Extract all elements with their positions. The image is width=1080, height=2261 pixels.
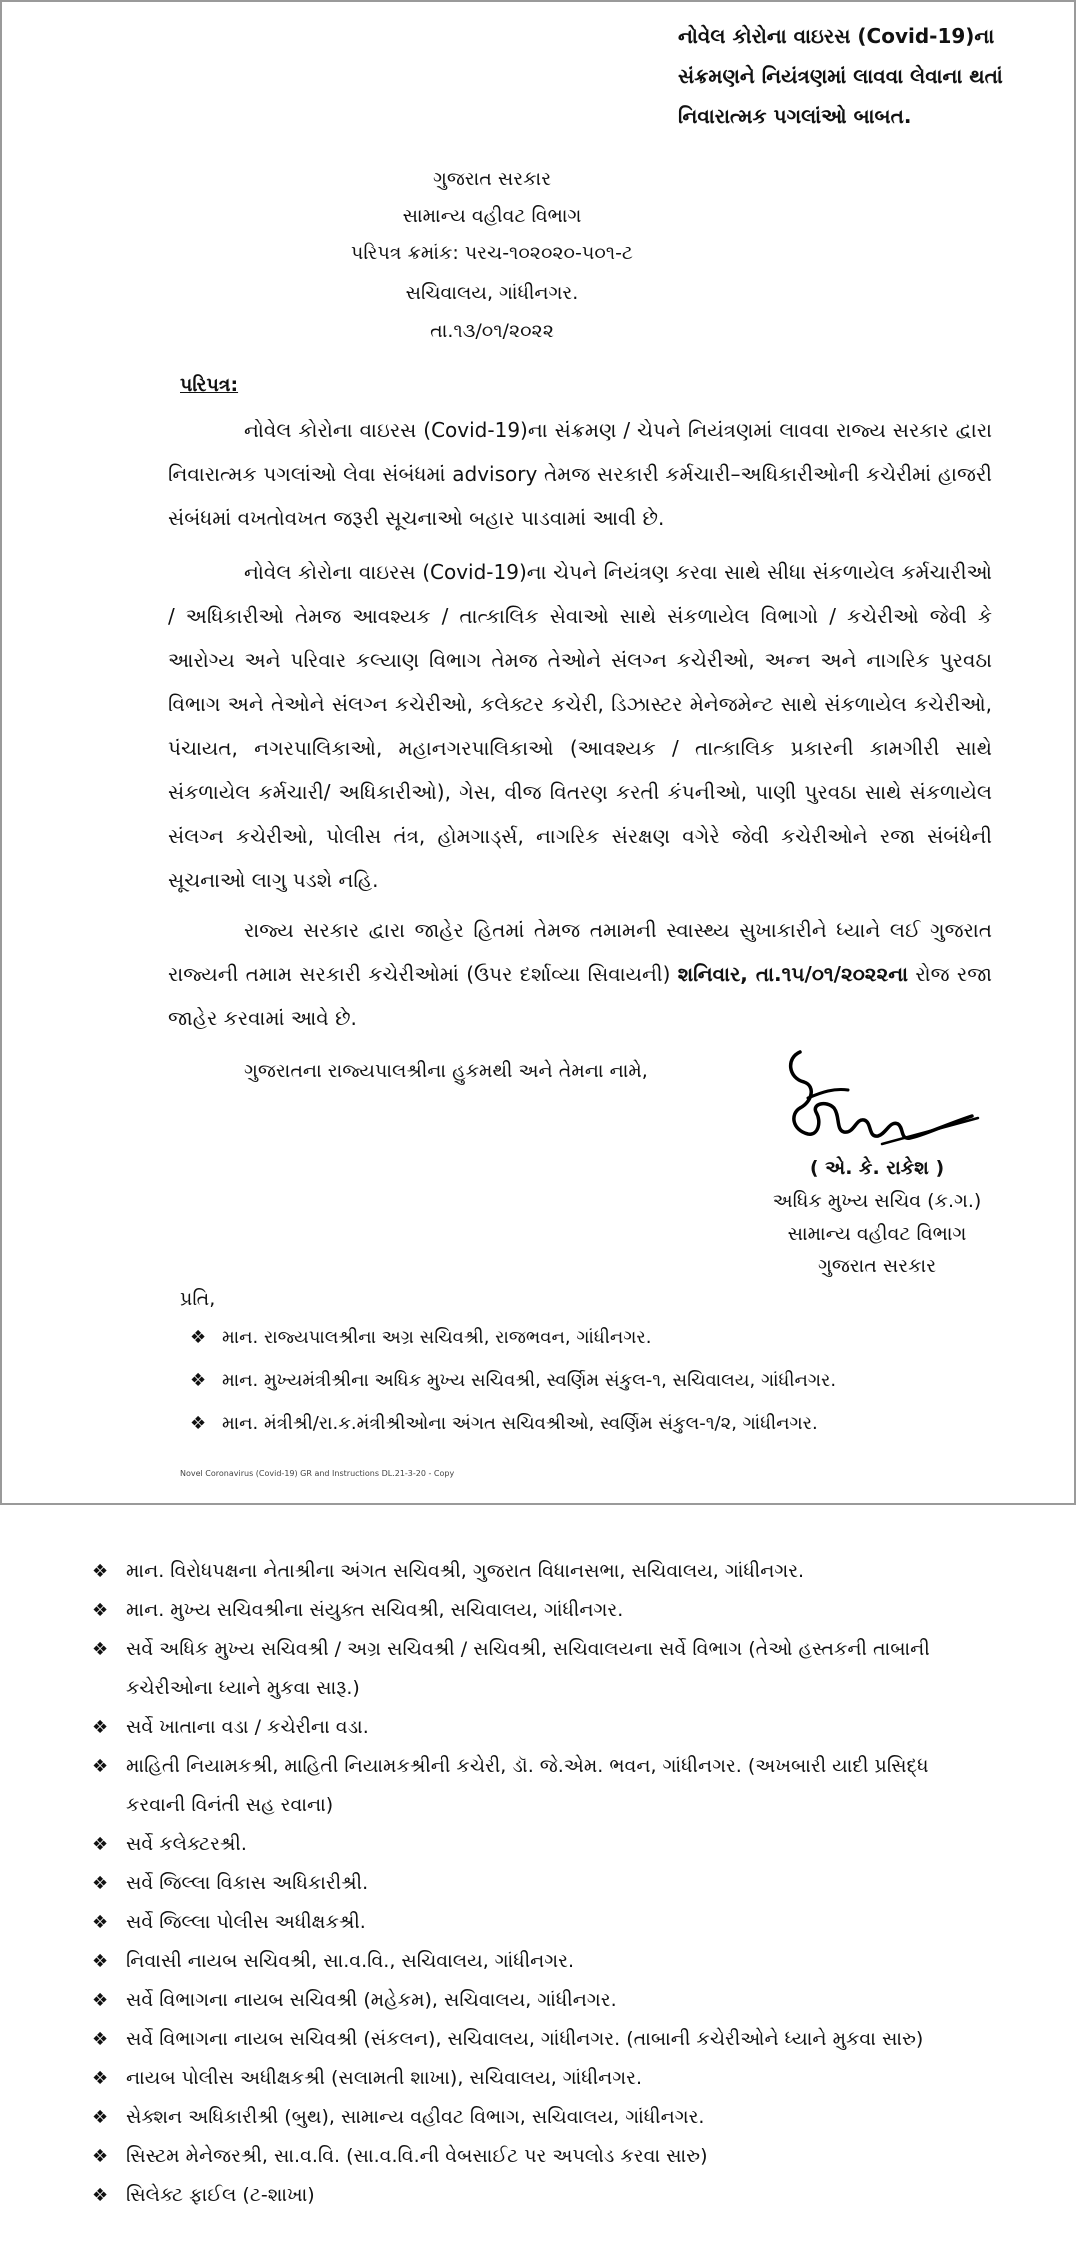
list-item xyxy=(92,1903,992,1942)
list-item xyxy=(92,1981,992,2020)
bullet-icon: ❖ xyxy=(92,1834,109,1855)
list-item xyxy=(92,1942,992,1981)
signatory-department: સામાન્ય વહીવટ વિભાગ xyxy=(787,1223,967,1245)
bullet-icon: ❖ xyxy=(92,2068,109,2089)
bullet-icon: ❖ xyxy=(190,1370,207,1391)
bullet-icon: ❖ xyxy=(92,1717,109,1738)
bullet-icon: ❖ xyxy=(92,1912,109,1933)
list-item xyxy=(92,1864,992,1903)
circular-label: પરિપત્ર: xyxy=(180,374,239,396)
recipients-list-page-2 xyxy=(92,1552,992,2215)
list-item xyxy=(92,2176,992,2215)
list-item-text: સર્વે વિભાગના નાયબ સચિવશ્રી (સંકલન), સચિવાલય, ગાંધીનગર. (તાબાની કચેરીઓને ધ્યાને મુકવા સારુ) xyxy=(126,2028,924,2050)
list-item xyxy=(92,1747,992,1825)
list-item xyxy=(190,1359,836,1402)
list-item xyxy=(92,2098,992,2137)
subject-line: નિવારાત્મક પગલાંઓ બાબત. xyxy=(678,104,912,128)
list-item xyxy=(190,1316,836,1359)
list-item-text: સર્વે કલેક્ટરશ્રી. xyxy=(126,1833,247,1855)
recipients-list-page-1 xyxy=(190,1316,836,1445)
footer-note: Novel Coronavirus (Covid-19) GR and Instructions DL.21-3-20 - Copy xyxy=(180,1469,455,1478)
holiday-date: શનિવાર, તા.૧૫/૦૧/૨૦૨૨ના xyxy=(677,962,909,986)
signature-image xyxy=(782,1048,982,1156)
list-item xyxy=(92,1552,992,1591)
subject-heading xyxy=(678,16,1038,136)
list-item xyxy=(92,2020,992,2059)
list-item-text: સિલેક્ટ ફાઈલ (ટ-શાખા) xyxy=(126,2184,315,2206)
list-item-text: માન. રાજ્યપાલશ્રીના અગ્ર સચિવશ્રી, રાજભવન, ગાંધીનગર. xyxy=(222,1327,652,1348)
list-item-text: સર્વે જિલ્લા વિકાસ અધિકારીશ્રી. xyxy=(126,1872,369,1894)
bullet-icon: ❖ xyxy=(92,1756,109,1777)
list-item-text: સિસ્ટમ મેનેજરશ્રી, સા.વ.વિ. (સા.વ.વિ.ની વેબસાઈટ પર અપલોડ કરવા સારુ) xyxy=(126,2145,708,2167)
bullet-icon: ❖ xyxy=(92,2185,109,2206)
list-item xyxy=(92,1591,992,1630)
paragraph-1: નોવેલ કોરોના વાઇરસ (Covid-19)ના સંક્રમણ / ચેપને નિયંત્રણમાં લાવવા રાજ્ય સરકાર દ્વારા નિવારાત્મક પગલાંઓ લેવા સંબંધમાં advisory તેમજ સરકારી કર્મચારી–અધિકારીઓની કચેરીમાં હાજરી સંબંધમાં વખતોવખત જરૂરી સૂચનાઓ બહાર પાડવામાં આવી છે. xyxy=(168,418,992,530)
closing-line: ગુજરાતના રાજ્યપાલશ્રીના હુકમથી અને તેમના નામે, xyxy=(244,1060,648,1082)
bullet-icon: ❖ xyxy=(92,1951,109,1972)
list-item-text: માન. મંત્રીશ્રી/રા.ક.મંત્રીશ્રીઓના અંગત સચિવશ્રીઓ, સ્વર્ણિમ સંકુલ-૧/૨, ગાંધીનગર. xyxy=(222,1413,818,1434)
paragraph-3-tail: રોજ રજા જાહેર કરવામાં આવે છે. xyxy=(168,962,992,1030)
bullet-icon: ❖ xyxy=(92,1600,109,1621)
header-date: તા.૧૩/૦૧/૨૦૨૨ xyxy=(430,320,554,342)
bullet-icon: ❖ xyxy=(92,1639,109,1660)
paragraph-2: નોવેલ કોરોના વાઇરસ (Covid-19)ના ચેપને નિયંત્રણ કરવા સાથે સીધા સંકળાયેલ કર્મચારીઓ / અધિકારીઓ તેમજ આવશ્યક / તાત્કાલિક સેવાઓ સાથે સંકળાયેલ વિભાગો / કચેરીઓ જેવી કે આરોગ્ય અને પરિવાર કલ્યાણ વિભાગ તેમજ તેઓને સંલગ્ન કચેરીઓ, અન્ન અને નાગરિક પુરવઠા વિભાગ અને તેઓને સંલગ્ન કચેરીઓ, કલેક્ટર કચેરી, ડિઝાસ્ટર મેનેજમેન્ટ સાથે સંકળાયેલ કચેરીઓ, પંચાયત, નગરપાલિકાઓ, મહાનગરપાલિકાઓ (આવશ્યક / તાત્કાલિક પ્રકારની કામગીરી સાથે સંકળાયેલ કર્મચારી/ અધિકારીઓ), ગેસ, વીજ વિતરણ કરતી કંપનીઓ, પાણી પુરવઠા સાથે સંકળાયેલ સંલગ્ન કચેરીઓ, પોલીસ તંત્ર, હોમગાર્ડ્સ, નાગરિક સંરક્ષણ વગેરે જેવી કચેરીઓને રજા સંબંધેની સૂચનાઓ લાગુ પડશે નહિ. xyxy=(168,560,992,892)
bullet-icon: ❖ xyxy=(92,1561,109,1582)
signatory-name: ( એ. કે. રાકેશ ) xyxy=(809,1157,945,1179)
header-department: સામાન્ય વહીવટ વિભાગ xyxy=(402,205,582,227)
subject-line: નોવેલ કોરોના વાઇરસ (Covid-19)ના xyxy=(678,24,995,48)
signatory-designation: અધિક મુખ્ય સચિવ (ક.ગ.) xyxy=(772,1190,982,1212)
list-item xyxy=(92,1630,992,1708)
paragraph-3-text: રાજ્ય સરકાર દ્વારા જાહેર હિતમાં તેમજ તમામની સ્વાસ્થ્ય સુખાકારીને ધ્યાને લઈ ગુજરાત રાજ્યની તમામ સરકારી કચેરીઓમાં (ઉપર દર્શાવ્યા સિવાયની) xyxy=(168,918,992,986)
bullet-icon: ❖ xyxy=(92,1990,109,2011)
list-item-text: માન. મુખ્યમંત્રીશ્રીના અધિક મુખ્ય સચિવશ્રી, સ્વર્ણિમ સંકુલ-૧, સચિવાલય, ગાંધીનગર. xyxy=(222,1370,837,1391)
bullet-icon: ❖ xyxy=(92,2146,109,2167)
list-item-text: નાયબ પોલીસ અધીક્ષકશ્રી (સલામતી શાખા), સચિવાલય, ગાંધીનગર. xyxy=(126,2067,643,2089)
list-item-text: સેક્શન અધિકારીશ્રી (બુથ), સામાન્ય વહીવટ વિભાગ, સચિવાલય, ગાંધીનગર. xyxy=(126,2106,705,2128)
signatory-govt: ગુજરાત સરકાર xyxy=(817,1255,937,1277)
list-item-text: નિવાસી નાયબ સચિવશ્રી, સા.વ.વિ., સચિવાલય, ગાંધીનગર. xyxy=(126,1950,575,1972)
list-item xyxy=(92,1708,992,1747)
bullet-icon: ❖ xyxy=(92,2107,109,2128)
header-place: સચિવાલય, ગાંધીનગર. xyxy=(405,282,579,304)
header-circular-no: પરિપત્ર ક્રમાંક: પરચ-૧૦૨૦૨૦-૫૦૧-ટ xyxy=(351,242,633,264)
list-item xyxy=(190,1402,836,1445)
list-item-text: માન. મુખ્ય સચિવશ્રીના સંયુક્ત સચિવશ્રી, સચિવાલય, ગાંધીનગર. xyxy=(126,1599,624,1621)
recipients-label: પ્રતિ, xyxy=(180,1288,216,1310)
bullet-icon: ❖ xyxy=(92,2029,109,2050)
bullet-icon: ❖ xyxy=(190,1327,207,1348)
list-item xyxy=(92,2137,992,2176)
list-item-text: માન. વિરોધપક્ષના નેતાશ્રીના અંગત સચિવશ્રી, ગુજરાત વિધાનસભા, સચિવાલય, ગાંધીનગર. xyxy=(126,1560,805,1582)
bullet-icon: ❖ xyxy=(190,1413,207,1434)
list-item-text: સર્વે અધિક મુખ્ય સચિવશ્રી / અગ્ર સચિવશ્રી / સચિવશ્રી, સચિવાલયના સર્વે વિભાગ (તેઓ હસ્તકની તાબાની કચેરીઓના ધ્યાને મુકવા સારૂ.) xyxy=(126,1638,930,1699)
header-govt: ગુજરાત સરકાર xyxy=(432,168,552,190)
paragraph-3 xyxy=(168,908,992,1040)
list-item xyxy=(92,1825,992,1864)
list-item-text: માહિતી નિયામકશ્રી, માહિતી નિયામકશ્રીની કચેરી, ડૉ. જે.એમ. ભવન, ગાંધીનગર. (અખબારી યાદી પ્રસિદ્ધ કરવાની વિનંતી સહ રવાના) xyxy=(126,1755,929,1816)
list-item-text: સર્વે વિભાગના નાયબ સચિવશ્રી (મહેકમ), સચિવાલય, ગાંધીનગર. xyxy=(126,1989,617,2011)
list-item-text: સર્વે ખાતાના વડા / કચેરીના વડા. xyxy=(126,1716,369,1738)
bullet-icon: ❖ xyxy=(92,1873,109,1894)
list-item xyxy=(92,2059,992,2098)
subject-line: સંક્રમણને નિયંત્રણમાં લાવવા લેવાના થતાં xyxy=(678,64,1003,88)
list-item-text: સર્વે જિલ્લા પોલીસ અધીક્ષકશ્રી. xyxy=(126,1911,366,1933)
